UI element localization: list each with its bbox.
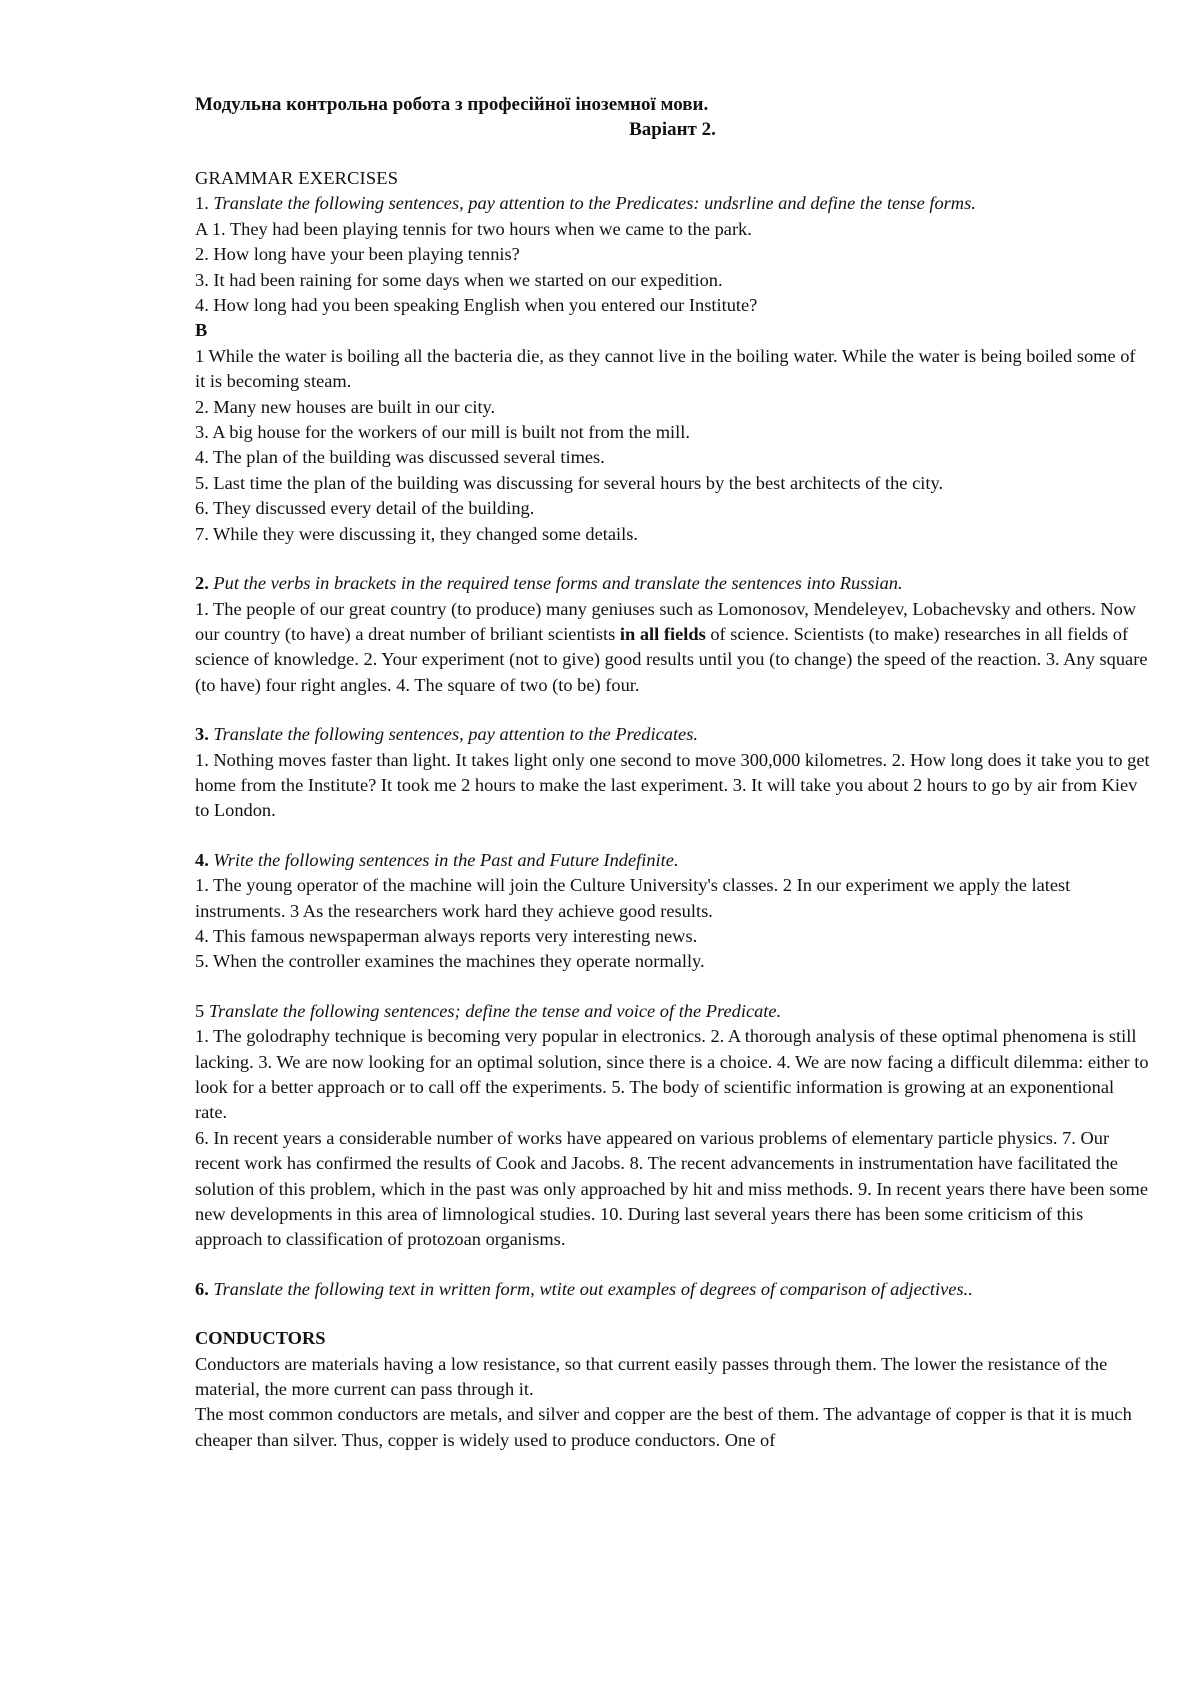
exercise-5-paragraph: 6. In recent years a considerable number of works have appeared on various problems of elementary particle physics. 7. Our recent work has confirmed the results of Cook and Jacobs. 8. The recent advancements in instrumentation have facilitated the solution of this problem, which in the past was only approached by hit and miss methods. 9. In recent years there have been some new developments in this area of limnological studies. 10. During last several years there has been some criticism of this approach to classification of protozoan organisms. bbox=[195, 1127, 1149, 1250]
exercise-1-a-line: 2. How long have your been playing tennis? bbox=[195, 244, 520, 265]
exercise-1-b-line: 2. Many new houses are built in our city. bbox=[195, 396, 496, 417]
exercise-1-b-line: 6. They discussed every detail of the building. bbox=[195, 498, 535, 519]
exercise-1 bbox=[195, 191, 1150, 547]
exercise-1-b-label: B bbox=[195, 320, 208, 341]
exercise-4-line: 5. When the controller examines the machines they operate normally. bbox=[195, 951, 705, 972]
exercise-6-task bbox=[195, 1277, 1150, 1302]
exercise-1-task bbox=[195, 191, 1150, 216]
conductors-paragraph: The most common conductors are metals, and silver and copper are the best of them. The advantage of copper is that it is much cheaper than silver. Thus, copper is widely used to produce conductors. One of bbox=[195, 1404, 1132, 1450]
exercise-1-a-line: A 1. They had been playing tennis for two hours when we came to the park. bbox=[195, 218, 752, 239]
exercise-6-instruction: Translate the following text in written form, wtite out examples of degrees of comparison of adjectives.. bbox=[213, 1278, 973, 1299]
exercise-4-line: 1. The young operator of the machine will join the Culture University's classes. 2 In our experiment we apply the latest instruments. 3 As the researchers work hard they achieve good results. bbox=[195, 875, 1071, 921]
conductors-heading: CONDUCTORS bbox=[195, 1328, 326, 1349]
exercise-5-paragraph: 1. The golodraphy technique is becoming very popular in electronics. 2. A thorough analysis of these optimal phenomena is still lacking. 3. We are now looking for an optimal solution, since there is a choice. 4. We are now facing a difficult dilemma: either to look for a better approach or to call off the experiments. 5. The body of scientific information is growing at an exponentional rate. bbox=[195, 1026, 1149, 1123]
exercise-1-a-line: 4. How long had you been speaking English when you entered our Institute? bbox=[195, 295, 758, 316]
variant-label: Варіант 2. bbox=[629, 119, 716, 140]
exercise-3-instruction: Translate the following sentences, pay attention to the Predicates. bbox=[213, 724, 698, 745]
exercise-5-instruction: Translate the following sentences; define the tense and voice of the Predicate. bbox=[208, 1000, 782, 1021]
exercise-1-a-line: 3. It had been raining for some days when we started on our expedition. bbox=[195, 269, 723, 290]
exercise-2-text-part: of science. Scientists (to make) researches in all fields of science of knowledge. 2. Your experiment (not to give) good results until you (to change) the speed of the reaction. 3. Any square (to have) four right angles. 4. The square of two (to be) four. bbox=[195, 623, 1148, 695]
exercise-3-text: 1. Nothing moves faster than light. It takes light only one second to move 300,000 kilometres. 2. How long does it take you to get home from the Institute? It took me 2 hours to make the last experiment. 3. It will take you about 2 hours to go by air from Kiev to London. bbox=[195, 749, 1150, 821]
exercise-2-instruction: Put the verbs in brackets in the required tense forms and translate the sentences into Russian. bbox=[213, 573, 903, 594]
exercise-3 bbox=[195, 722, 1150, 824]
exercise-6-number: 6. bbox=[195, 1278, 209, 1299]
exercise-3-task bbox=[195, 722, 1150, 747]
exercise-2 bbox=[195, 571, 1150, 698]
exercise-1-b-line: 1 While the water is boiling all the bacteria die, as they cannot live in the boiling water. While the water is being boiled some of it is becoming steam. bbox=[195, 345, 1136, 392]
conductors-paragraph: Conductors are materials having a low resistance, so that current easily passes through them. The lower the resistance of the material, the more current can pass through it. bbox=[195, 1353, 1108, 1400]
document-title: Модульна контрольна робота з професійної іноземної мови. bbox=[195, 94, 709, 115]
exercise-1-instruction: Translate the following sentences, pay attention to the Predicates: undsrline and define the tense forms. bbox=[213, 193, 976, 214]
exercise-4-number: 4. bbox=[195, 849, 209, 870]
exercise-5 bbox=[195, 999, 1150, 1253]
exercise-2-task bbox=[195, 571, 1150, 596]
exercise-1-b-line: 5. Last time the plan of the building was discussing for several hours by the best architects of the city. bbox=[195, 472, 944, 493]
exercise-1-b-line: 3. A big house for the workers of our mill is built not from the mill. bbox=[195, 422, 690, 443]
exercise-5-task bbox=[195, 999, 1150, 1024]
document-page bbox=[195, 92, 1150, 1453]
exercise-4 bbox=[195, 848, 1150, 975]
exercise-6 bbox=[195, 1277, 1150, 1302]
exercise-3-number: 3. bbox=[195, 724, 209, 745]
exercise-2-number: 2. bbox=[195, 573, 209, 594]
exercise-1-b-line: 4. The plan of the building was discussed several times. bbox=[195, 447, 605, 468]
exercise-4-task bbox=[195, 848, 1150, 873]
exercise-4-instruction: Write the following sentences in the Past and Future Indefinite. bbox=[213, 849, 679, 870]
exercise-5-number: 5 bbox=[195, 1000, 205, 1021]
exercise-2-text bbox=[195, 597, 1150, 699]
exercise-2-text-bold: in all fields bbox=[619, 623, 706, 644]
exercise-2-text-part: 1. The people of our great country (to produce) many geniuses such as Lomonosov, Mendeleyev, Lobachevsky and others. Now our country (to have) a dreat number of briliant scientists bbox=[195, 598, 1137, 644]
section-heading: GRAMMAR EXERCISES bbox=[195, 168, 399, 188]
exercise-1-number: 1. bbox=[195, 193, 209, 214]
exercise-1-b-line: 7. While they were discussing it, they changed some details. bbox=[195, 523, 638, 544]
exercise-4-line: 4. This famous newspaperman always reports very interesting news. bbox=[195, 925, 698, 946]
conductors-text bbox=[195, 1326, 1150, 1453]
